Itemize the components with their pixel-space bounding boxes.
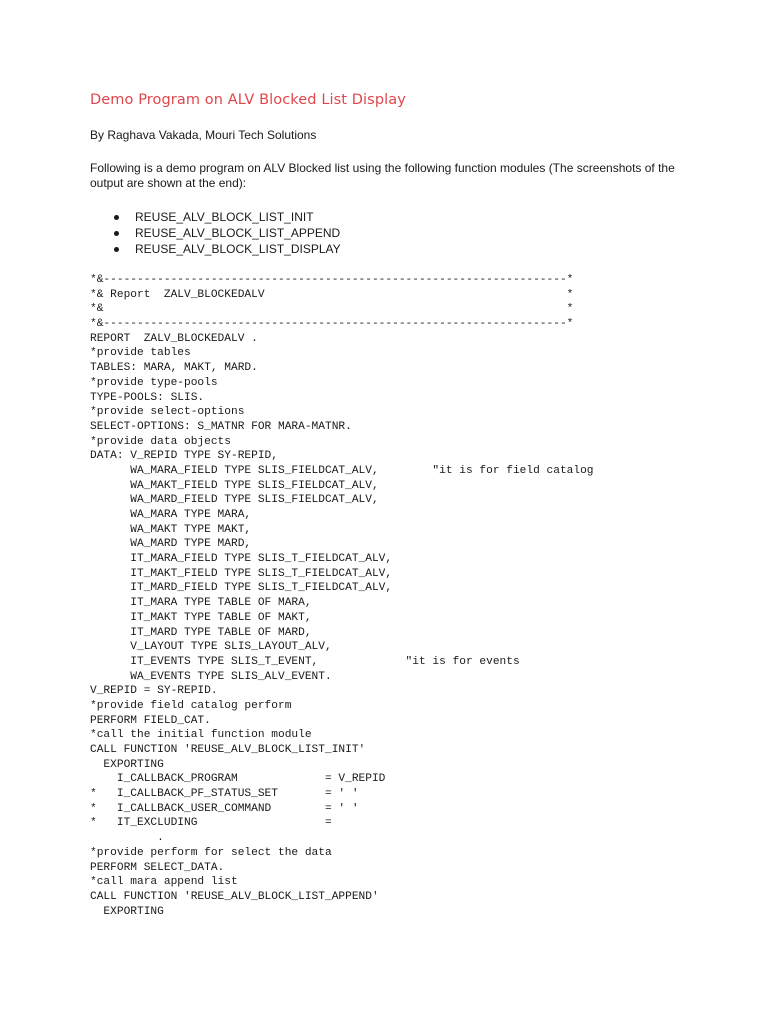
code-line: EXPORTING [90, 905, 164, 918]
code-line: * I_CALLBACK_PF_STATUS_SET = ' ' [90, 788, 359, 801]
list-item-label: REUSE_ALV_BLOCK_LIST_INIT [135, 210, 314, 224]
function-module-list [90, 209, 341, 257]
code-line: PERFORM SELECT_DATA. [90, 861, 225, 874]
code-line: CALL FUNCTION 'REUSE_ALV_BLOCK_LIST_INIT' [90, 744, 366, 756]
code-line: WA_MARD TYPE MARD, [90, 538, 252, 551]
code-line: WA_EVENTS TYPE SLIS_ALV_EVENT. [90, 670, 332, 683]
list-item [90, 225, 341, 241]
code-line: *provide tables [90, 347, 191, 360]
bullet-icon [114, 231, 119, 236]
code-line: *& Report ZALV_BLOCKEDALV * [90, 288, 574, 301]
code-line: TYPE-POOLS: SLIS. [90, 391, 205, 404]
code-line: TABLES: MARA, MAKT, MARD. [90, 362, 258, 375]
code-line: IT_MARA_FIELD TYPE SLIS_T_FIELDCAT_ALV, [90, 553, 393, 566]
code-line: SELECT-OPTIONS: S_MATNR FOR MARA-MATNR. [90, 420, 352, 433]
code-line: *provide select-options [90, 406, 245, 419]
code-line: . [90, 832, 164, 845]
code-line: V_REPID = SY-REPID. [90, 685, 218, 698]
code-line: *provide field catalog perform [90, 699, 292, 712]
list-item-label: REUSE_ALV_BLOCK_LIST_DISPLAY [135, 242, 341, 256]
code-line: IT_EVENTS TYPE SLIS_T_EVENT, "it is for events [90, 655, 520, 668]
code-line: *&---------------------------------------------------------------------* [90, 274, 574, 286]
intro-line: output are shown at the end): [90, 176, 247, 190]
intro-paragraph [90, 161, 690, 191]
list-item [90, 209, 341, 225]
code-line: IT_MARD TYPE TABLE OF MARD, [90, 626, 312, 639]
code-line: EXPORTING [90, 758, 164, 771]
code-line: WA_MARA_FIELD TYPE SLIS_FIELDCAT_ALV, "it is for field catalog [90, 464, 594, 477]
code-line: IT_MAKT_FIELD TYPE SLIS_T_FIELDCAT_ALV, [90, 567, 393, 580]
code-line: DATA: V_REPID TYPE SY-REPID, [90, 450, 278, 463]
code-line: *provide data objects [90, 435, 231, 448]
code-line: *& * [90, 303, 574, 316]
document-title: Demo Program on ALV Blocked List Display [90, 92, 406, 108]
code-line: PERFORM FIELD_CAT. [90, 714, 211, 727]
bullet-icon [114, 215, 119, 220]
code-line: CALL FUNCTION 'REUSE_ALV_BLOCK_LIST_APPEND' [90, 890, 379, 903]
code-line: WA_MAKT TYPE MAKT, [90, 523, 252, 536]
code-line: *&---------------------------------------------------------------------* [90, 318, 574, 331]
author-line: By Raghava Vakada, Mouri Tech Solutions [90, 128, 317, 142]
list-item-label: REUSE_ALV_BLOCK_LIST_APPEND [135, 226, 341, 240]
code-line: WA_MARD_FIELD TYPE SLIS_FIELDCAT_ALV, [90, 494, 379, 507]
code-line: IT_MARD_FIELD TYPE SLIS_T_FIELDCAT_ALV, [90, 582, 393, 595]
intro-line: Following is a demo program on ALV Blocked list using the following function modules (The screenshots of the [90, 161, 675, 175]
code-line: REPORT ZALV_BLOCKEDALV . [90, 332, 258, 345]
code-line: I_CALLBACK_PROGRAM = V_REPID [90, 773, 386, 786]
code-line: *provide perform for select the data [90, 846, 332, 859]
code-line: * IT_EXCLUDING = [90, 817, 332, 830]
code-line: WA_MAKT_FIELD TYPE SLIS_FIELDCAT_ALV, [90, 479, 379, 492]
code-block [90, 273, 594, 919]
code-line: WA_MARA TYPE MARA, [90, 509, 252, 521]
code-line: * I_CALLBACK_USER_COMMAND = ' ' [90, 802, 359, 815]
code-line: *call mara append list [90, 876, 238, 889]
list-item [90, 241, 341, 257]
code-line: IT_MARA TYPE TABLE OF MARA, [90, 597, 312, 610]
code-line: V_LAYOUT TYPE SLIS_LAYOUT_ALV, [90, 641, 332, 654]
code-line: *call the initial function module [90, 729, 312, 742]
code-line: *provide type-pools [90, 376, 218, 389]
bullet-icon [114, 247, 119, 252]
code-line: IT_MAKT TYPE TABLE OF MAKT, [90, 611, 312, 624]
